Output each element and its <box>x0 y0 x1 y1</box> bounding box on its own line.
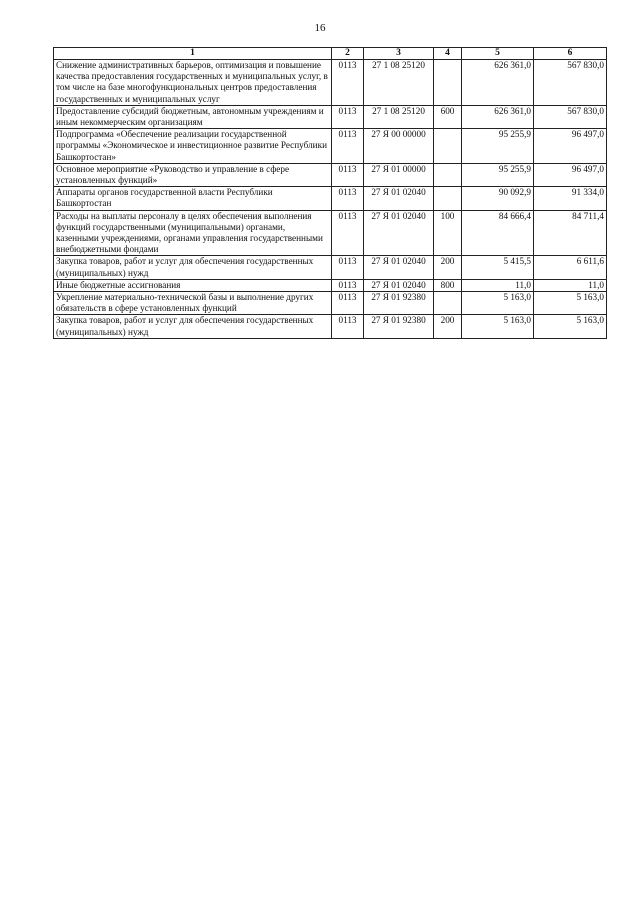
amount-col6-cell: 11,0 <box>534 279 607 291</box>
amount-col5-cell: 5 163,0 <box>462 315 534 338</box>
expense-name-cell: Подпрограмма «Обеспечение реализации государственной программы «Экономическое и инвестиционное развитие Республики Башкортостан» <box>54 129 332 164</box>
amount-col6-cell: 91 334,0 <box>534 187 607 210</box>
amount-col5-cell: 5 415,5 <box>462 256 534 279</box>
expense-name-cell: Снижение административных барьеров, оптимизация и повышение качества предоставления государственных и муниципальных услуг, в том числе на базе многофункциональных центров предоставления государственных и муниципальных услуг <box>54 60 332 106</box>
target-code-cell: 27 Я 01 00000 <box>364 163 434 186</box>
expense-name-cell: Укрепление материально-технической базы и выполнение других обязательств в сфере установленных функций <box>54 292 332 315</box>
amount-col6-cell: 96 497,0 <box>534 163 607 186</box>
target-code-cell: 27 Я 01 92380 <box>364 315 434 338</box>
table-row <box>54 315 607 338</box>
expense-name-cell: Закупка товаров, работ и услуг для обеспечения государственных (муниципальных) нужд <box>54 315 332 338</box>
expense-type-cell <box>434 163 462 186</box>
amount-col5-cell: 626 361,0 <box>462 105 534 128</box>
amount-col5-cell: 84 666,4 <box>462 210 534 256</box>
expense-name-cell: Расходы на выплаты персоналу в целях обеспечения выполнения функций государственными (муниципальными) органами, казенными учреждениями, органами управления государственными внебюджетными фондами <box>54 210 332 256</box>
amount-col5-cell: 11,0 <box>462 279 534 291</box>
table-row <box>54 60 607 106</box>
table-row <box>54 279 607 291</box>
amount-col6-cell: 5 163,0 <box>534 292 607 315</box>
section-code-cell: 0113 <box>332 279 364 291</box>
target-code-cell: 27 Я 01 02040 <box>364 210 434 256</box>
amount-col5-cell: 626 361,0 <box>462 60 534 106</box>
column-header: 1 <box>54 48 332 60</box>
amount-col6-cell: 84 711,4 <box>534 210 607 256</box>
table-row <box>54 105 607 128</box>
page-number: 16 <box>314 22 326 34</box>
amount-col6-cell: 567 830,0 <box>534 105 607 128</box>
amount-col5-cell: 5 163,0 <box>462 292 534 315</box>
table-row <box>54 292 607 315</box>
table-row <box>54 210 607 256</box>
section-code-cell: 0113 <box>332 187 364 210</box>
expense-type-cell: 100 <box>434 210 462 256</box>
amount-col5-cell: 90 092,9 <box>462 187 534 210</box>
expense-name-cell: Аппараты органов государственной власти Республики Башкортостан <box>54 187 332 210</box>
column-header: 5 <box>462 48 534 60</box>
target-code-cell: 27 Я 00 00000 <box>364 129 434 164</box>
column-header: 2 <box>332 48 364 60</box>
section-code-cell: 0113 <box>332 292 364 315</box>
expense-name-cell: Основное мероприятие «Руководство и управление в сфере установленных функций» <box>54 163 332 186</box>
target-code-cell: 27 Я 01 02040 <box>364 256 434 279</box>
amount-col5-cell: 95 255,9 <box>462 163 534 186</box>
expense-name-cell: Иные бюджетные ассигнования <box>54 279 332 291</box>
column-header: 6 <box>534 48 607 60</box>
target-code-cell: 27 Я 01 92380 <box>364 292 434 315</box>
expense-type-cell <box>434 187 462 210</box>
target-code-cell: 27 1 08 25120 <box>364 60 434 106</box>
section-code-cell: 0113 <box>332 210 364 256</box>
section-code-cell: 0113 <box>332 256 364 279</box>
table-header-row <box>54 48 607 60</box>
expense-type-cell: 200 <box>434 256 462 279</box>
amount-col6-cell: 96 497,0 <box>534 129 607 164</box>
target-code-cell: 27 Я 01 02040 <box>364 279 434 291</box>
expense-type-cell <box>434 60 462 106</box>
section-code-cell: 0113 <box>332 315 364 338</box>
expense-type-cell: 800 <box>434 279 462 291</box>
section-code-cell: 0113 <box>332 163 364 186</box>
target-code-cell: 27 1 08 25120 <box>364 105 434 128</box>
amount-col6-cell: 567 830,0 <box>534 60 607 106</box>
expense-name-cell: Закупка товаров, работ и услуг для обеспечения государственных (муниципальных) нужд <box>54 256 332 279</box>
expense-type-cell: 600 <box>434 105 462 128</box>
table-row <box>54 129 607 164</box>
amount-col6-cell: 6 611,6 <box>534 256 607 279</box>
target-code-cell: 27 Я 01 02040 <box>364 187 434 210</box>
amount-col6-cell: 5 163,0 <box>534 315 607 338</box>
expense-type-cell <box>434 129 462 164</box>
section-code-cell: 0113 <box>332 105 364 128</box>
section-code-cell: 0113 <box>332 60 364 106</box>
budget-table <box>53 47 607 339</box>
expense-type-cell: 200 <box>434 315 462 338</box>
expense-type-cell <box>434 292 462 315</box>
expense-name-cell: Предоставление субсидий бюджетным, автономным учреждениям и иным некоммерческим организациям <box>54 105 332 128</box>
table-row <box>54 256 607 279</box>
column-header: 3 <box>364 48 434 60</box>
table-row <box>54 163 607 186</box>
column-header: 4 <box>434 48 462 60</box>
section-code-cell: 0113 <box>332 129 364 164</box>
amount-col5-cell: 95 255,9 <box>462 129 534 164</box>
table-row <box>54 187 607 210</box>
